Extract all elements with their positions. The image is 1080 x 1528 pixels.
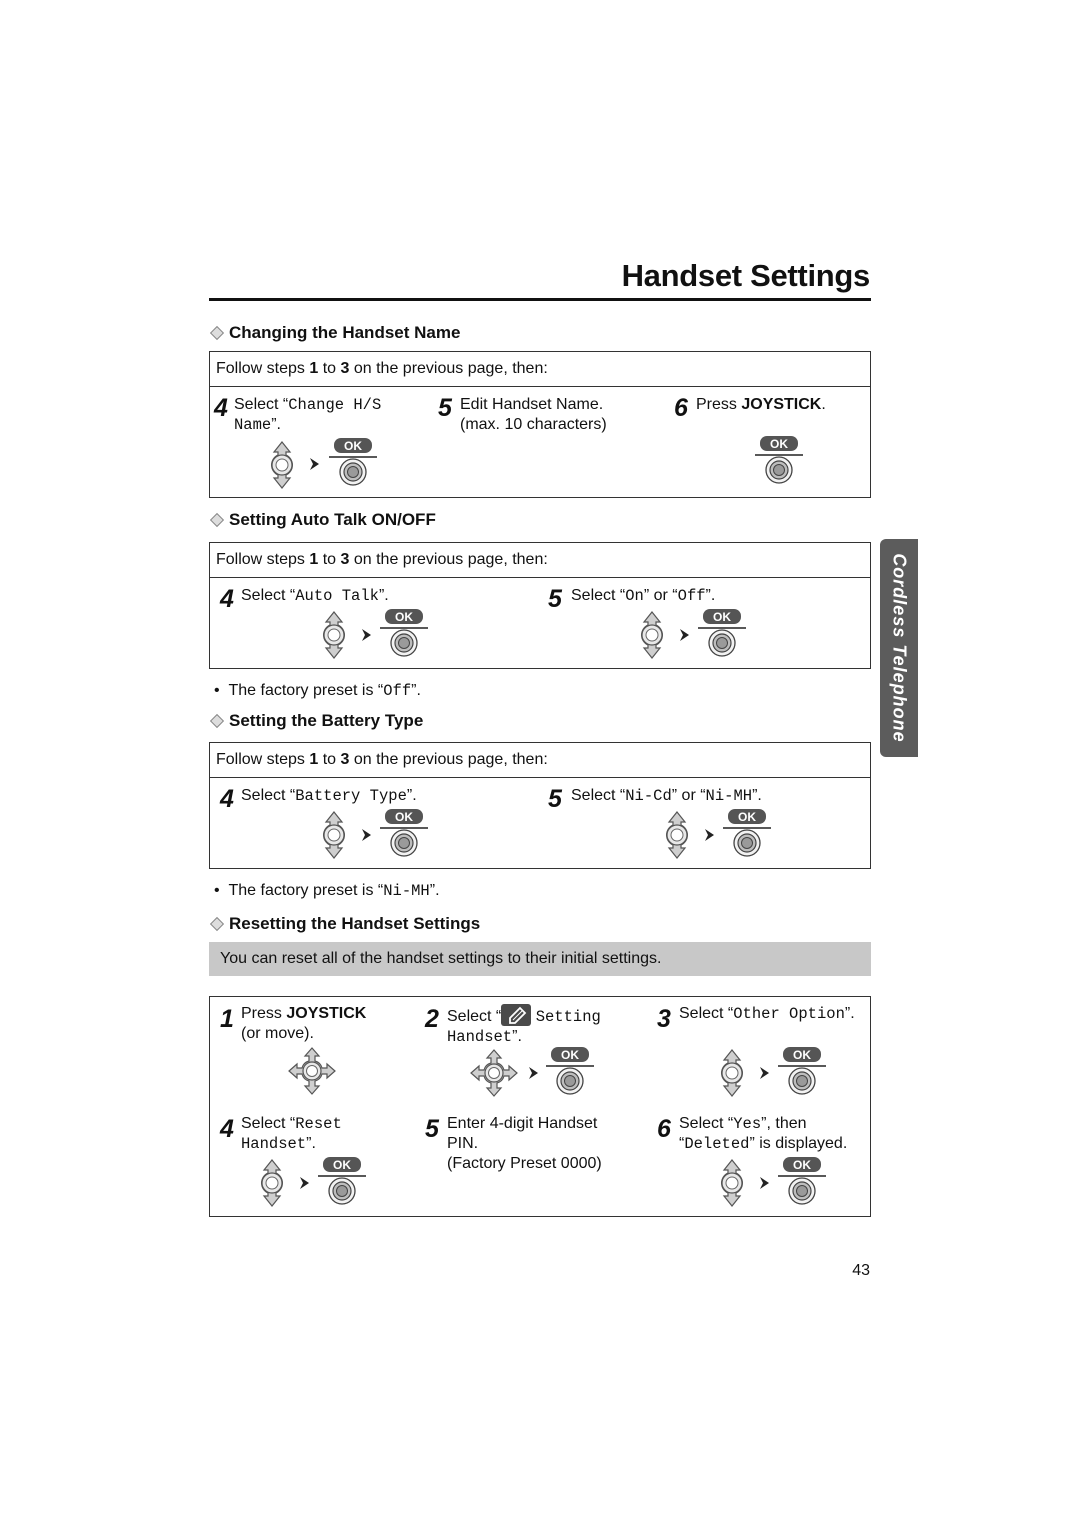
step-5-text: Enter 4-digit Handset PIN. (Factory Preset 0000): [447, 1115, 602, 1172]
step-3-text: Select “Other Option”.: [679, 1005, 855, 1023]
step-number: 4: [220, 585, 234, 613]
factory-preset-note: • The factory preset is “Off”.: [214, 682, 421, 700]
joystick-icon: [715, 1159, 749, 1207]
ok-button-icon: [777, 1046, 827, 1096]
steps-box-auto-talk: [209, 542, 871, 669]
arrow-right-icon: [361, 827, 373, 843]
step-4-text: Select “Reset Handset”.: [241, 1115, 342, 1153]
section-heading-handset-name: [209, 323, 460, 343]
diamond-bullet-icon: [210, 513, 224, 527]
step-number: 5: [438, 394, 452, 422]
section-heading-battery-type: [209, 711, 423, 731]
arrow-right-icon: [299, 1175, 311, 1191]
side-tab: [880, 539, 918, 757]
arrow-right-icon: [361, 627, 373, 643]
ok-button-icon: [379, 808, 429, 858]
joystick-icon: [317, 811, 351, 859]
page-number: 43: [852, 1262, 870, 1279]
step-number: 5: [548, 585, 562, 613]
ok-button-icon: [379, 608, 429, 658]
joystick-icon: [265, 441, 299, 489]
step-6-text: Select “Yes”, then “Deleted” is displayed.: [679, 1115, 848, 1153]
joystick-icon: [660, 811, 694, 859]
side-tab-label: Cordless Telephone: [889, 553, 910, 743]
step-number: 4: [220, 785, 234, 813]
step-2-text: Select “ Setting Handset”.: [447, 1004, 601, 1047]
ok-button-icon: [722, 808, 772, 858]
steps-box-battery-type: [209, 742, 871, 869]
section-heading-reset: [209, 914, 480, 934]
section-heading-auto-talk: [209, 510, 436, 530]
arrow-right-icon: [759, 1065, 771, 1081]
step-number: 5: [548, 785, 562, 813]
arrow-right-icon: [309, 456, 321, 472]
heading-text: Setting the Battery Type: [229, 711, 424, 730]
step-4-text: Select “Change H/S Name”.: [234, 396, 382, 434]
heading-text: Resetting the Handset Settings: [229, 914, 481, 933]
step-number: 4: [220, 1115, 234, 1143]
steps-box-reset: [209, 996, 871, 1217]
step-number: 3: [657, 1005, 671, 1033]
diamond-bullet-icon: [210, 714, 224, 728]
step-6-text: Press JOYSTICK.: [696, 396, 826, 413]
ok-button-icon: [754, 435, 804, 485]
steps-box-handset-name: [209, 351, 871, 498]
joystick-icon: [715, 1049, 749, 1097]
step-number: 1: [220, 1005, 234, 1033]
title-rule: [209, 298, 871, 301]
joystick-icon: [470, 1049, 518, 1097]
joystick-icon: [635, 611, 669, 659]
page-title: Handset Settings: [621, 258, 870, 293]
diamond-bullet-icon: [210, 326, 224, 340]
diamond-bullet-icon: [210, 917, 224, 931]
arrow-right-icon: [704, 827, 716, 843]
follow-steps-text: Follow steps 1 to 3 on the previous page, then:: [210, 543, 870, 578]
factory-preset-note: • The factory preset is “Ni-MH”.: [214, 882, 440, 900]
step-4-text: Select “Battery Type”.: [241, 787, 417, 805]
step-number: 6: [674, 394, 688, 422]
heading-text: Setting Auto Talk ON/OFF: [229, 510, 436, 529]
reset-intro-text: You can reset all of the handset settings to their initial settings.: [220, 950, 662, 967]
arrow-right-icon: [679, 627, 691, 643]
follow-steps-text: Follow steps 1 to 3 on the previous page, then:: [210, 352, 870, 387]
step-number: 4: [214, 394, 228, 422]
reset-intro-bar: [209, 942, 871, 976]
joystick-icon: [317, 611, 351, 659]
arrow-right-icon: [759, 1175, 771, 1191]
step-5-text: Select “Ni-Cd” or “Ni-MH”.: [571, 787, 762, 805]
heading-text: Changing the Handset Name: [229, 323, 461, 342]
step-4-text: Select “Auto Talk”.: [241, 587, 389, 605]
joystick-icon: [288, 1047, 336, 1095]
joystick-icon: [255, 1159, 289, 1207]
ok-button-icon: [777, 1156, 827, 1206]
ok-button-icon: [545, 1046, 595, 1096]
ok-button-icon: [697, 608, 747, 658]
ok-button-icon: [317, 1156, 367, 1206]
ok-button-icon: [328, 437, 378, 487]
step-1-text: Press JOYSTICK (or move).: [241, 1005, 367, 1042]
step-number: 6: [657, 1115, 671, 1143]
step-5-text: Select “On” or “Off”.: [571, 587, 716, 605]
step-5-text: Edit Handset Name. (max. 10 characters): [460, 396, 607, 433]
follow-steps-text: Follow steps 1 to 3 on the previous page, then:: [210, 743, 870, 778]
arrow-right-icon: [528, 1065, 540, 1081]
handset-settings-icon: [501, 1004, 531, 1026]
step-number: 5: [425, 1115, 439, 1143]
step-number: 2: [425, 1005, 439, 1033]
